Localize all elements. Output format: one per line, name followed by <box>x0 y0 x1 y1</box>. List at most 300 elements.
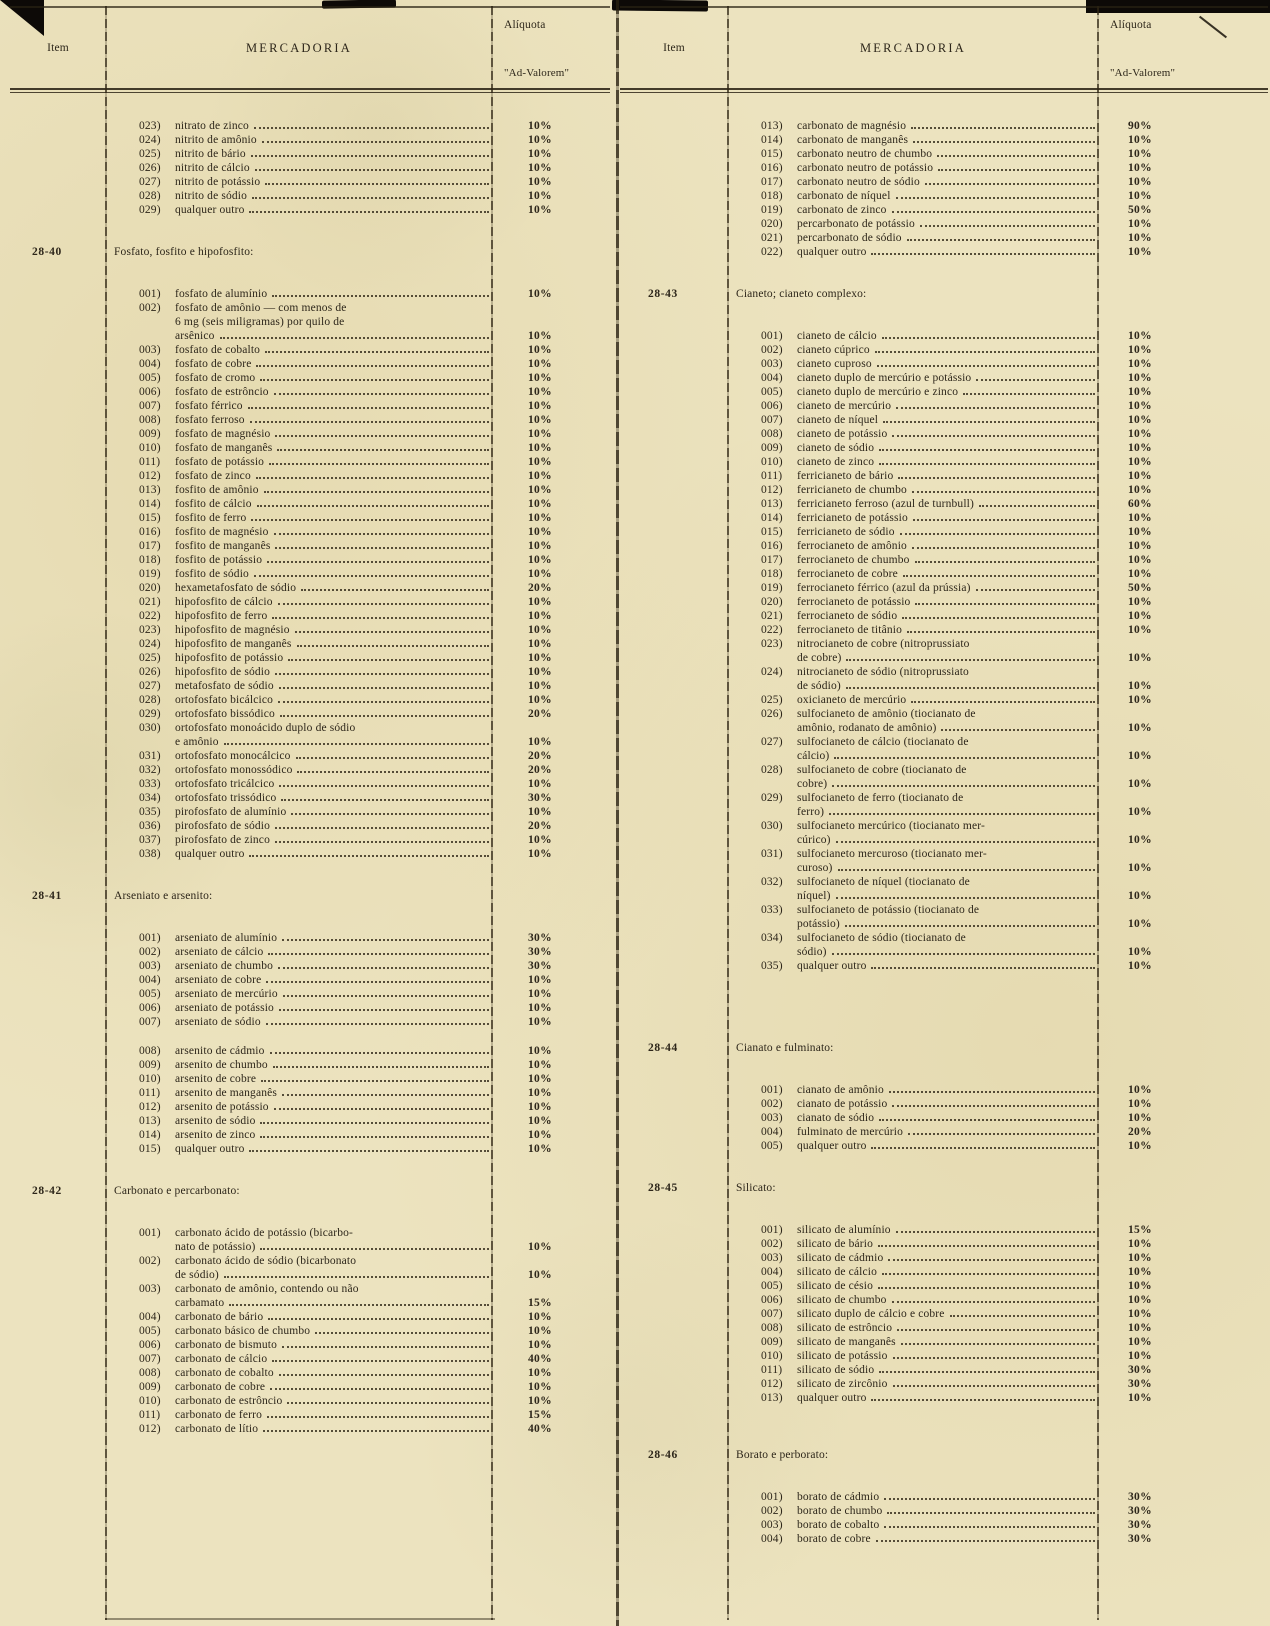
entry-lines <box>139 1044 492 1058</box>
entry-line <box>139 1394 492 1408</box>
header-item: Item <box>47 42 69 54</box>
rate-value: 10% <box>1128 1294 1152 1306</box>
entry-lines <box>139 959 492 973</box>
dot-leader <box>836 897 1095 899</box>
entry-number: 007) <box>761 1308 783 1320</box>
rate-value: 10% <box>1128 484 1152 496</box>
rate-value: 10% <box>1128 1336 1152 1348</box>
entry-lines <box>139 147 492 161</box>
entry-lines <box>139 1352 492 1366</box>
entry-lines <box>761 343 1098 357</box>
entry-line <box>139 595 492 609</box>
entry-lines <box>761 595 1098 609</box>
dot-leader <box>838 869 1095 871</box>
dot-leader <box>278 967 489 969</box>
dot-leader <box>266 1023 489 1025</box>
dot-leader <box>288 659 489 661</box>
entry-number: 004) <box>139 974 161 986</box>
entry-description: ortofosfato monossódico <box>175 764 293 776</box>
table-row <box>761 1237 1268 1251</box>
table-row <box>761 623 1268 637</box>
entry-lines <box>761 427 1098 441</box>
entry-description: cianato de potássio <box>797 1098 888 1110</box>
entry-line <box>139 203 492 217</box>
entry-lines <box>139 301 492 343</box>
entry-description: qualquer outro <box>175 1143 245 1155</box>
rate-cell <box>492 147 610 161</box>
dot-leader <box>229 1304 489 1306</box>
entry-description: potássio) <box>797 918 840 930</box>
entry-number: 004) <box>139 1311 161 1323</box>
table-row <box>761 931 1268 959</box>
table-row <box>139 1366 610 1380</box>
rate-cell <box>1098 581 1268 595</box>
rate-value: 10% <box>1128 162 1152 174</box>
entry-line <box>139 1001 492 1015</box>
dot-leader <box>871 1399 1095 1401</box>
entry-line <box>139 119 492 133</box>
entry-line <box>139 1422 492 1436</box>
entry-number: 016) <box>761 540 783 552</box>
dot-leader <box>976 379 1095 381</box>
entry-lines <box>139 427 492 441</box>
entry-description: carbonato neutro de sódio <box>797 176 920 188</box>
rate-cell <box>1098 749 1268 763</box>
rate-cell <box>1098 945 1268 959</box>
rate-value: 10% <box>528 428 552 440</box>
dot-leader <box>911 127 1095 129</box>
entry-description: carbonato de estrôncio <box>175 1395 283 1407</box>
rate-cell <box>1098 721 1268 735</box>
entry-description: nitrito de amônio <box>175 134 257 146</box>
entry-line <box>761 497 1098 511</box>
entry-line <box>761 735 1098 749</box>
entry-line <box>139 553 492 567</box>
entry-lines <box>139 1100 492 1114</box>
dot-leader <box>892 1301 1095 1303</box>
dot-leader <box>913 141 1095 143</box>
entry-description: cianeto de potássio <box>797 428 888 440</box>
rate-cell <box>492 175 610 189</box>
rate-cell <box>492 581 610 595</box>
entry-lines <box>139 819 492 833</box>
entry-line <box>139 651 492 665</box>
entry-number: 031) <box>761 848 783 860</box>
entry-description: borato de cobre <box>797 1533 871 1545</box>
entry-line <box>761 553 1098 567</box>
dot-leader <box>920 225 1095 227</box>
rate-value: 20% <box>528 820 552 832</box>
entry-line <box>761 1279 1098 1293</box>
dot-leader <box>876 1540 1095 1542</box>
entry-line <box>761 805 1098 819</box>
entry-description: carbamato <box>175 1297 225 1309</box>
rate-cell <box>1098 371 1268 385</box>
header-aliquota-line1: Alíquota <box>504 19 546 31</box>
rate-value: 10% <box>1128 1238 1152 1250</box>
table-row <box>139 973 610 987</box>
entry-description: cianeto de cálcio <box>797 330 877 342</box>
dot-leader <box>911 701 1095 703</box>
entry-description: qualquer outro <box>797 246 867 258</box>
entry-number: 011) <box>139 1087 161 1099</box>
rate-value: 10% <box>528 526 552 538</box>
table-row <box>761 497 1268 511</box>
rate-value: 20% <box>528 764 552 776</box>
rate-cell <box>1098 1139 1268 1153</box>
entry-number: 023) <box>139 120 161 132</box>
entry-line <box>761 1321 1098 1335</box>
entry-lines <box>761 525 1098 539</box>
rate-cell <box>492 623 610 637</box>
entry-lines <box>761 1125 1098 1139</box>
entry-line <box>761 357 1098 371</box>
entry-lines <box>139 133 492 147</box>
entry-number: 001) <box>761 1224 783 1236</box>
entry-number: 004) <box>761 1533 783 1545</box>
entry-line <box>139 147 492 161</box>
entry-description: sulfocianeto de níquel (tiocianato de <box>797 876 970 888</box>
table-row <box>139 987 610 1001</box>
rate-value: 40% <box>528 1353 552 1365</box>
table-row <box>761 707 1268 735</box>
table-row <box>139 637 610 651</box>
rate-value: 10% <box>1128 372 1152 384</box>
rate-value: 50% <box>1128 582 1152 594</box>
entry-description: arsenito de chumbo <box>175 1059 268 1071</box>
entry-line <box>761 231 1098 245</box>
dot-leader <box>268 1318 489 1320</box>
rate-value: 10% <box>528 1073 552 1085</box>
entry-line <box>761 1504 1098 1518</box>
entry-line <box>761 413 1098 427</box>
entry-description: de sódio) <box>175 1269 219 1281</box>
entry-line <box>761 1223 1098 1237</box>
rate-cell <box>492 287 610 301</box>
entry-line <box>761 1237 1098 1251</box>
rate-cell <box>1098 189 1268 203</box>
table-row <box>761 357 1268 371</box>
rate-value: 20% <box>528 750 552 762</box>
rate-value: 10% <box>1128 722 1152 734</box>
rate-value: 10% <box>1128 190 1152 202</box>
rate-cell <box>1098 1237 1268 1251</box>
rate-cell <box>492 497 610 511</box>
rate-value: 10% <box>528 1059 552 1071</box>
entry-number: 024) <box>139 134 161 146</box>
entry-description: oxicianeto de mercúrio <box>797 694 907 706</box>
entry-description: fosfito de cálcio <box>175 498 252 510</box>
entry-line <box>139 371 492 385</box>
entry-description: carbonato básico de chumbo <box>175 1325 311 1337</box>
dot-leader <box>875 351 1095 353</box>
entry-lines <box>139 399 492 413</box>
entry-lines <box>761 1097 1098 1111</box>
entry-line <box>761 1265 1098 1279</box>
rate-value: 10% <box>1128 1112 1152 1124</box>
entry-number: 032) <box>139 764 161 776</box>
entry-number: 019) <box>139 568 161 580</box>
table-row <box>139 1338 610 1352</box>
rate-cell <box>492 1001 610 1015</box>
rate-value: 30% <box>1128 1519 1152 1531</box>
entry-description: fosfato de alumínio <box>175 288 268 300</box>
table-row <box>761 1265 1268 1279</box>
entry-line <box>761 945 1098 959</box>
dot-leader <box>846 687 1095 689</box>
dot-leader <box>907 631 1095 633</box>
table-row <box>761 819 1268 847</box>
table-row <box>139 567 610 581</box>
entry-line <box>139 413 492 427</box>
entry-description: sódio) <box>797 946 827 958</box>
entry-lines <box>139 413 492 427</box>
entry-number: 002) <box>139 946 161 958</box>
rate-cell <box>1098 469 1268 483</box>
rate-cell <box>1098 497 1268 511</box>
table-row <box>761 119 1268 133</box>
section-heading <box>10 889 610 903</box>
rate-cell <box>492 945 610 959</box>
rate-cell <box>1098 217 1268 231</box>
entry-line <box>139 539 492 553</box>
entry-lines <box>761 791 1098 819</box>
entry-line <box>139 1352 492 1366</box>
entry-number: 004) <box>139 358 161 370</box>
table-row <box>761 217 1268 231</box>
table-row <box>139 1128 610 1142</box>
rate-value: 10% <box>528 512 552 524</box>
entry-description: ortofosfato bissódico <box>175 708 275 720</box>
dot-leader <box>879 449 1095 451</box>
entry-line <box>761 385 1098 399</box>
entry-lines <box>761 763 1098 791</box>
rate-cell <box>1098 161 1268 175</box>
table-row <box>139 1100 610 1114</box>
rate-cell <box>492 1044 610 1058</box>
entry-description: fosfito de magnésio <box>175 526 269 538</box>
rate-value: 10% <box>528 372 552 384</box>
rate-value: 10% <box>1128 946 1152 958</box>
entry-number: 013) <box>761 498 783 510</box>
entry-line <box>761 1391 1098 1405</box>
entry-line <box>761 875 1098 889</box>
dot-leader <box>877 365 1095 367</box>
entry-lines <box>139 483 492 497</box>
rate-cell <box>492 1015 610 1029</box>
section-title: Borato e perborato: <box>736 1449 829 1461</box>
entry-number: 014) <box>761 512 783 524</box>
entry-lines <box>761 385 1098 399</box>
rate-cell <box>1098 357 1268 371</box>
rate-value: 90% <box>1128 120 1152 132</box>
table-row <box>139 483 610 497</box>
table-row <box>139 119 610 133</box>
entry-line <box>761 441 1098 455</box>
entry-lines <box>761 567 1098 581</box>
entry-description: arsenito de zinco <box>175 1129 256 1141</box>
rate-cell <box>1098 1265 1268 1279</box>
rate-cell <box>1098 679 1268 693</box>
rate-cell <box>1098 1125 1268 1139</box>
rate-cell <box>492 637 610 651</box>
entry-line <box>139 959 492 973</box>
rate-value: 10% <box>1128 624 1152 636</box>
entry-line <box>761 833 1098 847</box>
tariff-section <box>620 119 1268 259</box>
table-row <box>139 357 610 371</box>
entry-line <box>139 525 492 539</box>
rate-value: 10% <box>528 1115 552 1127</box>
rate-cell <box>492 511 610 525</box>
rate-value: 10% <box>528 596 552 608</box>
dot-leader <box>884 1526 1095 1528</box>
table-row <box>761 1223 1268 1237</box>
entry-description: silicato de sódio <box>797 1364 875 1376</box>
entry-number: 002) <box>761 1238 783 1250</box>
dot-leader <box>937 155 1095 157</box>
dot-leader <box>262 141 489 143</box>
entry-number: 022) <box>139 610 161 622</box>
entry-line <box>139 469 492 483</box>
entry-lines <box>139 1394 492 1408</box>
entry-number: 007) <box>761 414 783 426</box>
entry-number: 013) <box>139 484 161 496</box>
entry-number: 001) <box>761 1084 783 1096</box>
dot-leader <box>888 1259 1095 1261</box>
dot-leader <box>938 169 1095 171</box>
dot-leader <box>261 1080 489 1082</box>
rate-value: 10% <box>528 204 552 216</box>
rate-value: 10% <box>528 988 552 1000</box>
entry-description: ortofosfato trissódico <box>175 792 277 804</box>
table-row <box>761 735 1268 763</box>
rate-value: 10% <box>1128 330 1152 342</box>
entry-description: silicato de alumínio <box>797 1224 891 1236</box>
entry-description: ferricianeto de bário <box>797 470 894 482</box>
entry-description: arsenito de sódio <box>175 1115 256 1127</box>
rate-cell <box>492 819 610 833</box>
entry-lines <box>761 847 1098 875</box>
dot-leader <box>279 785 489 787</box>
rate-cell <box>492 1128 610 1142</box>
tariff-section <box>10 1184 610 1436</box>
rate-cell <box>492 959 610 973</box>
entry-number: 005) <box>139 1325 161 1337</box>
entry-lines <box>761 1377 1098 1391</box>
table-row <box>761 399 1268 413</box>
rate-cell <box>492 1086 610 1100</box>
entry-description: arseniato de cobre <box>175 974 262 986</box>
entry-description: arseniato de potássio <box>175 1002 274 1014</box>
entry-number: 019) <box>761 204 783 216</box>
table-row <box>139 287 610 301</box>
entry-lines <box>139 581 492 595</box>
tariff-section <box>10 119 610 217</box>
entry-number: 020) <box>761 596 783 608</box>
table-row <box>761 791 1268 819</box>
table-row <box>761 147 1268 161</box>
entry-number: 029) <box>761 792 783 804</box>
entry-line <box>761 147 1098 161</box>
entry-number: 005) <box>761 1140 783 1152</box>
rate-value: 10% <box>528 442 552 454</box>
rate-value: 10% <box>528 778 552 790</box>
dot-leader <box>264 491 489 493</box>
rate-value: 10% <box>1128 596 1152 608</box>
section-title: Arseniato e arsenito: <box>114 890 213 902</box>
entry-description: silicato de manganês <box>797 1336 896 1348</box>
dot-leader <box>272 1360 489 1362</box>
dot-leader <box>255 169 489 171</box>
entry-description: borato de chumbo <box>797 1505 883 1517</box>
entry-number: 012) <box>139 1423 161 1435</box>
rate-value: 10% <box>528 1002 552 1014</box>
entry-number: 003) <box>761 358 783 370</box>
entry-line <box>139 945 492 959</box>
table-row <box>139 847 610 861</box>
rate-cell <box>1098 399 1268 413</box>
entry-line <box>761 1518 1098 1532</box>
entry-description: de cobre) <box>797 652 842 664</box>
entry-number: 004) <box>761 1266 783 1278</box>
entry-line <box>139 749 492 763</box>
rate-cell <box>492 1394 610 1408</box>
entry-lines <box>139 1254 492 1282</box>
entry-lines <box>761 539 1098 553</box>
dot-leader <box>297 645 489 647</box>
table-row <box>761 903 1268 931</box>
rate-value: 10% <box>528 120 552 132</box>
rate-value: 10% <box>528 456 552 468</box>
entry-number: 001) <box>761 330 783 342</box>
entry-line <box>139 637 492 651</box>
dot-leader <box>254 127 489 129</box>
entry-lines <box>761 399 1098 413</box>
rate-value: 10% <box>1128 1084 1152 1096</box>
rate-cell <box>1098 511 1268 525</box>
entry-line <box>139 665 492 679</box>
dot-leader <box>913 519 1095 521</box>
rate-cell <box>1098 1490 1268 1504</box>
rate-cell <box>1098 1307 1268 1321</box>
dot-leader <box>871 1147 1095 1149</box>
entry-lines <box>139 1380 492 1394</box>
rate-cell <box>492 1310 610 1324</box>
entry-description: carbonato de cobalto <box>175 1367 274 1379</box>
rate-value: 10% <box>528 484 552 496</box>
table-row <box>139 511 610 525</box>
entry-line <box>139 483 492 497</box>
rate-cell <box>492 707 610 721</box>
entry-line <box>761 581 1098 595</box>
entry-line <box>761 203 1098 217</box>
table-row <box>139 959 610 973</box>
rate-cell <box>1098 1377 1268 1391</box>
dot-leader <box>274 1108 489 1110</box>
entry-lines <box>139 847 492 861</box>
entry-lines <box>761 511 1098 525</box>
entry-lines <box>761 1518 1098 1532</box>
dot-leader <box>275 673 489 675</box>
entry-line <box>139 679 492 693</box>
entry-line <box>139 175 492 189</box>
table-row <box>139 1310 610 1324</box>
rate-value: 10% <box>528 176 552 188</box>
header-aliquota-line1: Alíquota <box>1110 19 1152 31</box>
table-row <box>139 1254 610 1282</box>
table-row <box>761 637 1268 665</box>
